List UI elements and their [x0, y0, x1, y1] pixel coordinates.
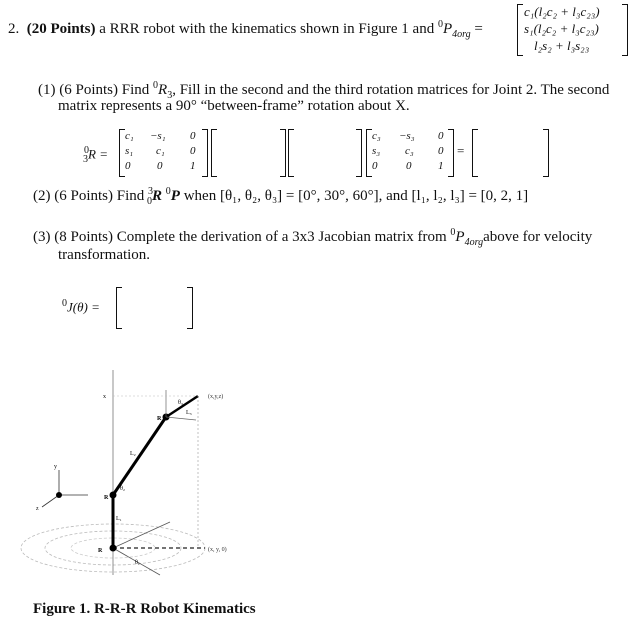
part3-text-end: above for velocity: [483, 229, 593, 245]
figure-caption: Figure 1. R-R-R Robot Kinematics: [33, 601, 256, 617]
part3-text-a: (3) (8 Points) Complete the derivation of a 3x3 Jacobian matrix from: [33, 229, 447, 245]
m4-32: 0: [406, 160, 412, 172]
part2-label: (2) (6 Points) Find: [33, 188, 145, 204]
porg-label: P: [442, 21, 453, 37]
m4-22: c₃: [405, 145, 414, 157]
part3-porg: P: [455, 229, 465, 245]
jacobian-text: J(θ) =: [67, 299, 100, 315]
lhs-sub: 3: [83, 153, 88, 165]
porg-row-2: s₁(l₂c₂ + l₃c₂₃): [524, 21, 599, 36]
part3-line-b: transformation.: [58, 247, 151, 263]
m1-21: s₁: [125, 145, 134, 157]
porg-sub: 4org: [452, 29, 471, 40]
m5-bracket-right: [543, 129, 549, 177]
part3-porg-sup: 0: [450, 227, 456, 238]
part2-p: P: [170, 188, 180, 204]
label-xy0: (x, y, 0): [208, 547, 227, 553]
jacobian-sup: 0: [62, 298, 67, 309]
m3-bracket-left: [288, 129, 294, 177]
m4-bracket-right: [448, 129, 454, 177]
porg-row-1: c₁(l₂c₂ + l₃c₂₃): [524, 4, 600, 19]
part1-text-a: , Fill in the second and the third rotation matrices for Joint 2. The second: [172, 82, 610, 98]
m4-23: 0: [438, 145, 444, 157]
problem-points: (20 Points): [26, 21, 96, 37]
jacobian-bracket-left: [116, 287, 122, 329]
m1-23: 0: [190, 145, 196, 157]
m1-12: −s₁: [150, 130, 166, 142]
part1-label: (1) (6 Points) Find: [38, 82, 150, 98]
global-z-axis: [42, 495, 59, 507]
problem-number: 2.: [8, 21, 20, 37]
m2-bracket-right: [280, 129, 286, 177]
part1-rot-symbol: R: [158, 82, 168, 98]
base-axis-x: [113, 522, 170, 548]
part3-line-a: [33, 227, 592, 248]
lhs-sup: 0: [84, 145, 89, 156]
porg-sup: 0: [437, 19, 443, 30]
link-2: [113, 417, 166, 495]
m2-bracket-left: [211, 129, 217, 177]
label-xyz-top: (x,y,z): [208, 394, 224, 400]
part1-eq: =: [457, 143, 465, 158]
label-th2: θ₂: [120, 486, 125, 492]
part1-rot-sup: 0: [153, 80, 159, 91]
m4-31: 0: [372, 160, 378, 172]
label-z-axis: z: [36, 506, 39, 512]
part1-line-b: matrix represents a 90° “between-frame” rotation about X.: [58, 98, 410, 114]
label-th3: θ₃: [178, 400, 183, 406]
label-l1: L₁: [116, 516, 122, 522]
part2-rest: when [θ₁, θ₂, θ₃] = [0°, 30°, 60°], and [l₁, l₂, l₃] = [0, 2, 1]: [183, 188, 529, 204]
m1-bracket-right: [202, 129, 208, 177]
joint-mid: [110, 492, 117, 499]
lhs-text: R =: [88, 146, 108, 162]
joint-base: [110, 545, 117, 552]
global-origin: [56, 492, 62, 498]
label-th1: θ₁: [135, 560, 140, 566]
m3-bracket-right: [356, 129, 362, 177]
m1-22: c₁: [156, 145, 165, 157]
porg-bracket-right: [622, 4, 628, 56]
label-y-axis: y: [54, 464, 57, 470]
part2-rp: R: [152, 188, 163, 204]
label-R-top: R: [157, 416, 162, 422]
m1-11: c₁: [125, 130, 134, 142]
label-R-mid: R: [104, 495, 109, 501]
jacobian-bracket-right: [187, 287, 193, 329]
top-frame-x: [166, 417, 196, 420]
label-x-axis: x: [103, 394, 106, 400]
label-R-base: R: [98, 548, 103, 554]
part2-line: [33, 186, 528, 207]
part2-rp-sub: 0: [147, 196, 153, 207]
m4-21: s₃: [372, 145, 381, 157]
part2-rp-sup: 3: [148, 186, 154, 197]
m5-bracket-left: [472, 129, 478, 177]
jacobian-lhs: [62, 298, 100, 315]
m1-32: 0: [157, 160, 163, 172]
problem-statement: [8, 19, 483, 40]
m1-31: 0: [125, 160, 131, 172]
m4-13: 0: [438, 130, 444, 142]
problem-intro: a RRR robot with the kinematics shown in Figure 1 and: [99, 21, 435, 37]
m4-12: −s₃: [399, 130, 415, 142]
m4-33: 1: [438, 160, 444, 172]
porg-bracket-left: [517, 4, 523, 56]
m4-11: c₃: [372, 130, 381, 142]
part1-rot-sub: 3: [167, 90, 173, 101]
part1-lhs: [84, 145, 108, 165]
porg-row-3: l₂s₂ + l₃s₂₃: [534, 38, 590, 53]
part3-porg-sub: 4org: [464, 237, 484, 248]
porg-equals: =: [474, 21, 483, 37]
robot-figure: [0, 350, 300, 595]
part2-p-sup: 0: [165, 186, 171, 197]
label-l3: L₃: [186, 410, 192, 416]
label-l2: L₂: [130, 451, 136, 457]
m1-13: 0: [190, 130, 196, 142]
m1-33: 1: [190, 160, 196, 172]
